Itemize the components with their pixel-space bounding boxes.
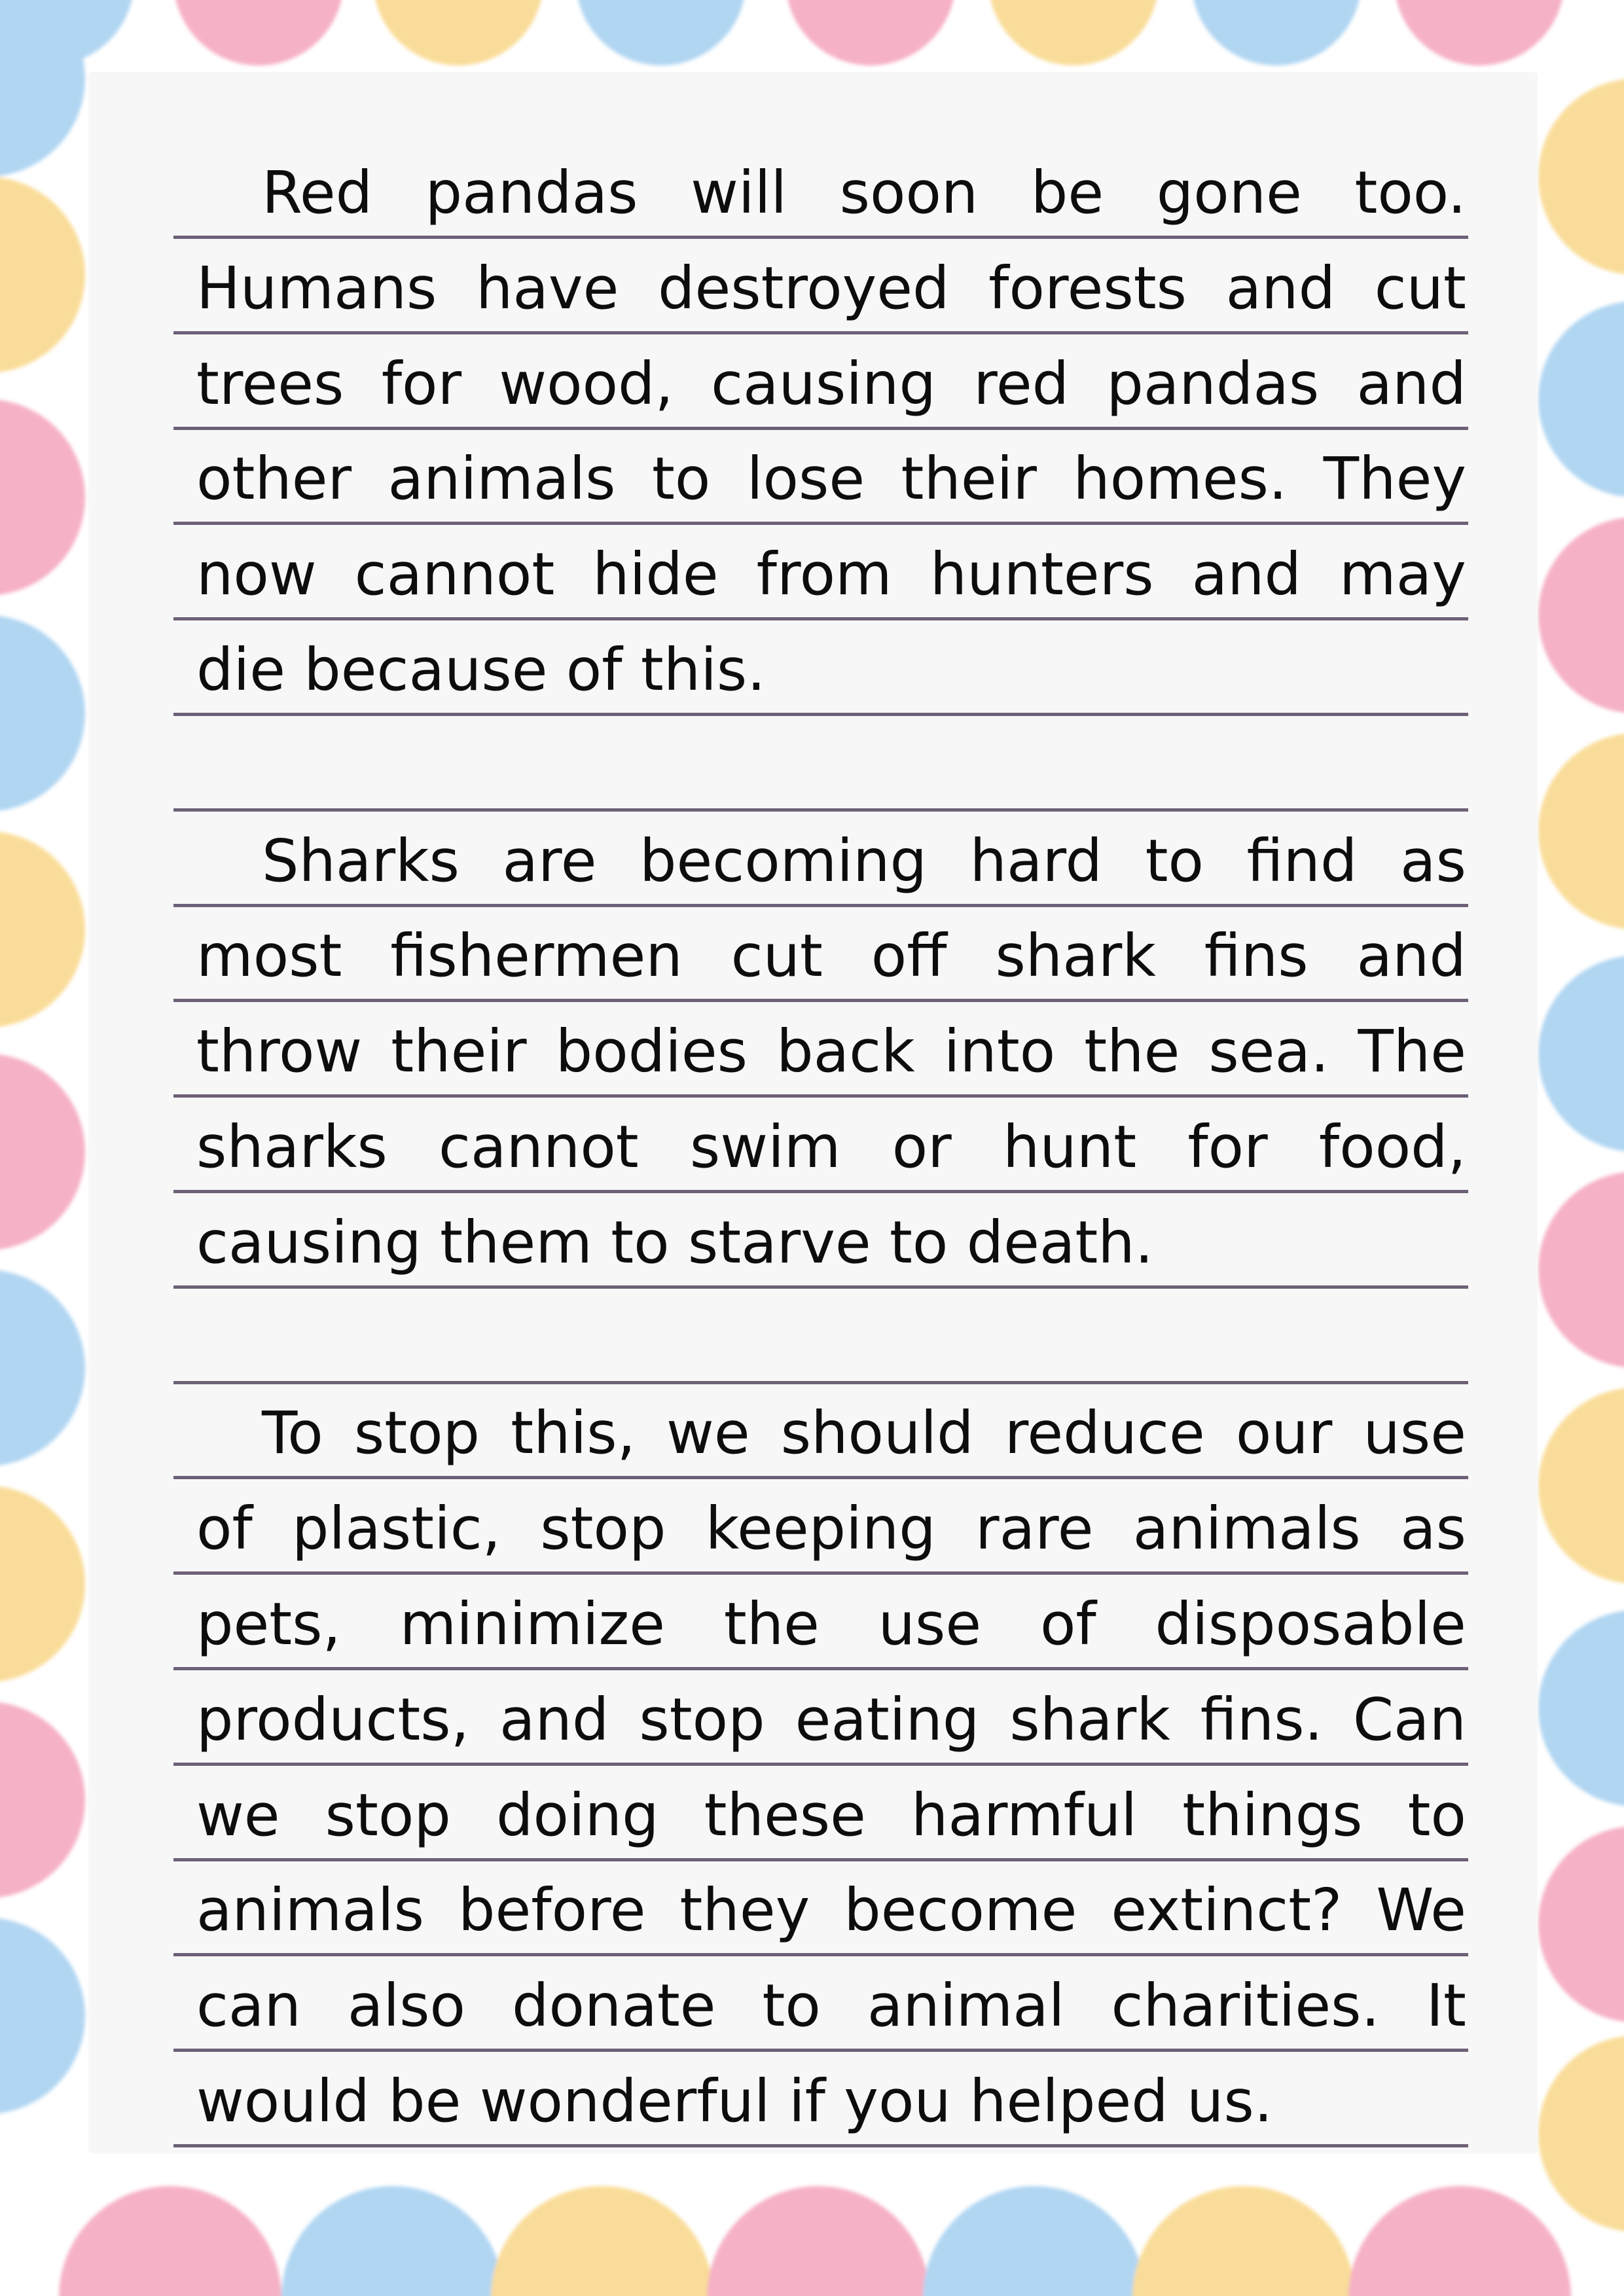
text-line-content: Sharks are becoming hard to find as (262, 826, 1466, 895)
text-line-content: causing them to starve to death. (196, 1208, 1153, 1276)
text-line (196, 1095, 1466, 1190)
text-line (196, 1763, 1466, 1858)
text-line (196, 1954, 1466, 2049)
text-line (196, 427, 1466, 522)
text-line-content: most fishermen cut off shark fins and (196, 922, 1466, 990)
text-line (196, 1668, 1466, 1763)
text-line (196, 1191, 1466, 1285)
text-line (196, 2049, 1466, 2144)
ruled-line (173, 1285, 1468, 1289)
text-line (196, 1572, 1466, 1667)
ruled-line (173, 2144, 1468, 2147)
text-line-content: products, and stop eating shark fins. Can (196, 1685, 1466, 1753)
text-line-content: other animals to lose their homes. They (196, 444, 1466, 513)
text-line-content: Humans have destroyed forests and cut (196, 253, 1466, 322)
text-line-content: trees for wood, causing red pandas and (196, 349, 1466, 418)
text-line (196, 618, 1466, 713)
text-line (196, 1858, 1466, 1953)
ruled-line (173, 713, 1468, 716)
text-line (196, 236, 1466, 331)
text-line-content: Red pandas will soon be gone too. (262, 158, 1466, 226)
text-line (196, 809, 1466, 904)
text-line (196, 904, 1466, 999)
text-line (196, 332, 1466, 427)
text-line-content: pets, minimize the use of disposable (196, 1590, 1466, 1658)
text-line-content: animals before they become extinct? We (196, 1876, 1466, 1945)
text-line (196, 141, 1466, 236)
text-line (196, 999, 1466, 1094)
text-line-content: we stop doing these harmful things to (196, 1780, 1466, 1849)
text-line-content: would be wonderful if you helped us. (196, 2067, 1273, 2135)
text-line-content: To stop this, we should reduce our use (262, 1399, 1466, 1467)
text-line-content: can also donate to animal charities. It (196, 1971, 1466, 2040)
text-line (196, 1381, 1466, 1476)
text-line (196, 522, 1466, 617)
text-line-content: now cannot hide from hunters and may (196, 540, 1466, 609)
text-line-content: throw their bodies back into the sea. The (196, 1017, 1466, 1086)
text-line-content: sharks cannot swim or hunt for food, (196, 1113, 1466, 1181)
text-line-content: die because of this. (196, 636, 766, 704)
text-line-content: of plastic, stop keeping rare animals as (196, 1494, 1466, 1563)
text-line (196, 1477, 1466, 1571)
